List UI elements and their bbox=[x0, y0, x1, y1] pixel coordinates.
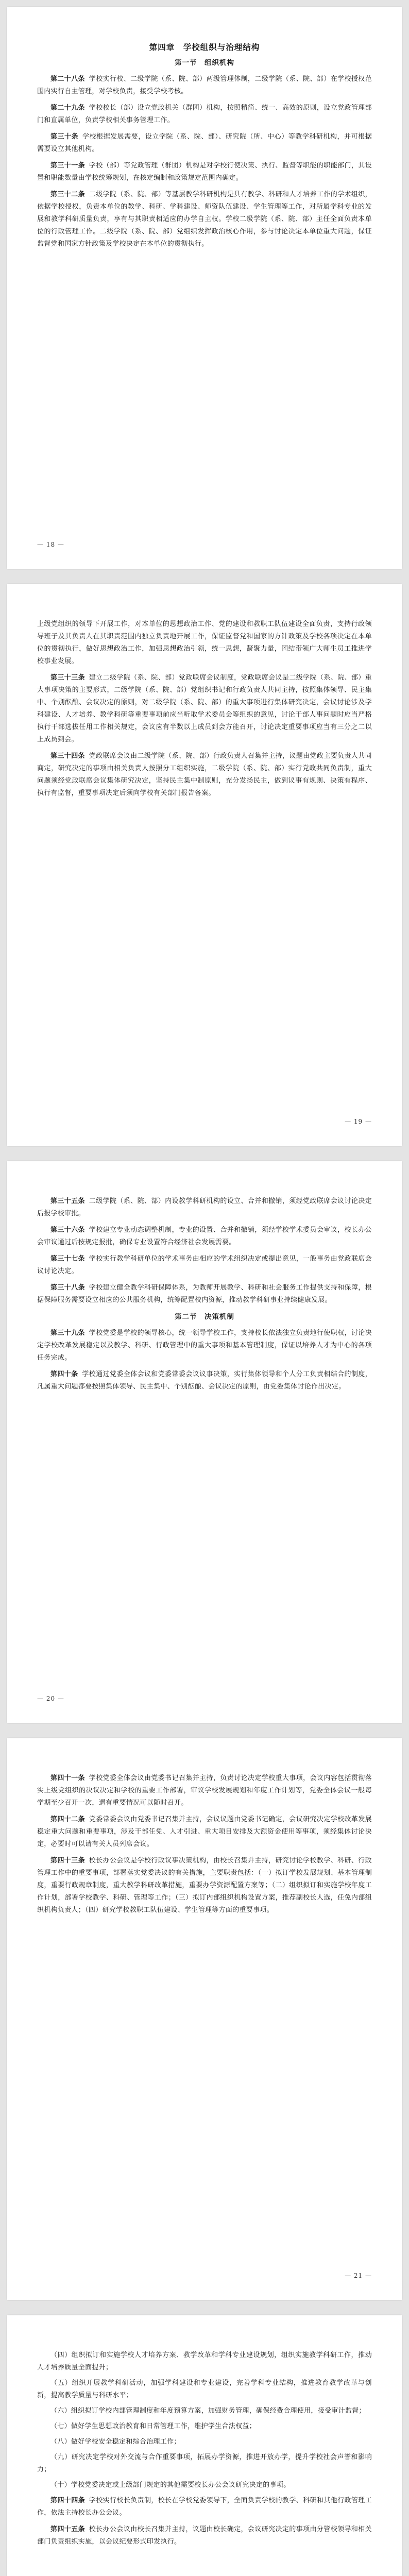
article-paragraph bbox=[37, 1195, 372, 1220]
page-number: — 21 — bbox=[345, 2272, 372, 2279]
list-item: （六）组织拟订学校内部管理制度和年度预算方案，加强财务管理，确保经费合理使用，接受审计监督； bbox=[50, 2407, 366, 2415]
article-paragraph bbox=[37, 1368, 372, 1393]
page-number: — 19 — bbox=[345, 1118, 372, 1125]
article-number: 第三十四条 bbox=[50, 752, 85, 760]
article-paragraph bbox=[37, 1814, 372, 1851]
article-paragraph bbox=[37, 672, 372, 746]
article-text: 学校实行校、二级学院（系、院、部）两级管理体制，二级学院（系、院、部）在学校授权范围内实行自主管理，对学校负责，接受学校考核。 bbox=[37, 75, 372, 95]
article-text: 学校实行校长负责制，校长在学校党委领导下，全面负责学校的教学、科研和其他行政管理工作，依法主持校长办公会议。 bbox=[37, 2497, 372, 2517]
article-paragraph bbox=[37, 73, 372, 98]
article-paragraph bbox=[37, 2495, 372, 2519]
article-number: 第二十八条 bbox=[50, 75, 85, 83]
article-paragraph bbox=[37, 1282, 372, 1307]
article-number: 第三十三条 bbox=[50, 674, 85, 682]
page-sheet bbox=[7, 584, 402, 1146]
article-text: 校长办公会议是学校行政议事决策机构，由校长召集并主持，研究讨论学校教学、科研、行政管理工作中的重要事项，部署落实党委决议的有关措施，主要职责包括：（一）拟订学校发展规划、基本管理制度，重要行政规章制度，重大教学科研改革措施，重要办学资源配置方案等；（二）组织拟订和实施学校年度工作计划，部署学校教学、科研、管理等工作；（三）拟订内部组织机构设置方案，推荐副校长人选，任免内部组织机构负责人；（四）研究学校教职工队伍建设、学生管理等方面的重要事项。 bbox=[37, 1857, 372, 1914]
article-text: 学校党委全体会议由党委书记召集并主持，负责讨论决定学校重大事项，会议内容包括贯彻落实上级党组织的决议决定和学校的重要工作部署，审议学校发展规划和年度工作计划等，党委全体会议一般每学期至少召开一次，遇有重要情况可以随时召开。 bbox=[37, 1774, 372, 1807]
article-number: 第四十二条 bbox=[50, 1816, 85, 1823]
article-paragraph bbox=[37, 1253, 372, 1278]
article-text: 学校（部）等党政管理（群团）机构是对学校行使决策、执行、监督等职能的职能部门，其设置和职能数量由学校统筹规划，在核定编制和政策规定范围内确定。 bbox=[37, 162, 372, 182]
list-item: （十）学校党委决定或上级部门规定的其他需要校长办公会议研究决定的事项。 bbox=[50, 2481, 291, 2489]
article-text: 校长办公会议由校长召集并主持，议题由校长确定，会议研究决定的事项由分管校领导和相关部门负责组织实施，以会议纪要形式印发执行。 bbox=[37, 2526, 372, 2546]
article-paragraph bbox=[37, 131, 372, 156]
article-number: 第三十九条 bbox=[50, 1329, 85, 1337]
article-number: 第三十一条 bbox=[50, 162, 85, 170]
section-title: 第二节 决策机制 bbox=[175, 1313, 234, 1321]
page-number: — 18 — bbox=[37, 541, 64, 548]
article-text: 建立二级学院（系、院、部）党政联席会议制度，党政联席会议是二级学院（系、院、部）重大事项决策的主要形式，二级学院（系、院、部）党组织书记和行政负责人共同主持，按照集体领导、民主集中、个别酝酿、会议决定的原则，对二级学院（系、院、部）的重大事项进行集体研究决定，会议讨论涉及学科建设、人才培养、教学科研等重要事项前应当听取学术委员会等组织的意见，讨论干部人事问题时应当严格执行干部选拔任用工作相关规定，会议应有半数以上成员到会方能召开，讨论决定重要事项应当有三分之二以上成员到会。 bbox=[37, 674, 372, 743]
section-title: 第一节 组织机构 bbox=[175, 59, 234, 67]
list-item: （七）做好学生思想政治教育和日常管理工作，维护学生合法权益； bbox=[50, 2422, 257, 2430]
page-sheet bbox=[7, 1161, 402, 1723]
article-text: 学校校长（部）设立党政机关（群团）机构，按照精简、统一、高效的原则，设立党政管理部门和直属单位，负责学校相关事务管理工作。 bbox=[37, 104, 372, 124]
article-number: 第三十八条 bbox=[50, 1284, 85, 1292]
article-text: 学校建立专业动态调整机制，专业的设置、合并和撤销，须经学校学术委员会审议，校长办公会审议通过后按规定报批，确保专业设置符合经济社会发展需要。 bbox=[37, 1226, 372, 1246]
article-number: 第四十三条 bbox=[50, 1857, 85, 1865]
article-text: 党政联席会议由二级学院（系、院、部）行政负责人召集并主持，议题由党政主要负责人共同商定，研究决定的事项由相关负责人按照分工组织实施，二级学院（系、院、部）实行党政共同负责制，重大问题须经党政联席会议集体研究决定，坚持民主集中制原则，充分发扬民主，做到议事有规则、决策有程序、执行有监督，重要事项决定后须向学校有关部门报告备案。 bbox=[37, 752, 372, 797]
article-paragraph bbox=[37, 2523, 372, 2548]
article-paragraph bbox=[37, 750, 372, 800]
page-sheet bbox=[7, 7, 402, 569]
article-paragraph bbox=[37, 1327, 372, 1364]
article-paragraph bbox=[37, 1224, 372, 1249]
continued-paragraph: 上级党组织的领导下开展工作，对本单位的思想政治工作、党的建设和教职工队伍建设全面负责，支持行政领导班子及其负责人在其职责范围内独立负责地开展工作，保证监督党和国家的方针政策及学校各项决定在本单位的贯彻执行，做好思想政治工作，加强思想政治引领，统一思想，凝聚力量，团结带领广大师生员工推进学校事业发展。 bbox=[37, 620, 372, 665]
chapter-title: 第四章 学校组织与治理结构 bbox=[149, 42, 260, 52]
article-number: 第三十六条 bbox=[50, 1226, 85, 1234]
article-paragraph bbox=[37, 1772, 372, 1809]
article-number: 第三十五条 bbox=[50, 1197, 85, 1205]
list-item: （五）组织开展教学科研活动，加强学科建设和专业建设，完善学科专业结构，推进教育教学改革与创新，提高教学质量与科研水平； bbox=[37, 2379, 372, 2399]
article-text: 党委常委会议由党委书记召集并主持，会议议题由党委书记确定，会议研究决定学校改革发展稳定重大问题和重要事项，涉及干部任免、人才引进、重大项目安排及大额资金使用等事项，须经集体讨论决定，必要时可以请有关人员列席会议。 bbox=[37, 1816, 372, 1848]
article-text: 学校实行教学科研单位的学术事务由相应的学术组织决定或提出意见，一般事务由党政联席会议讨论决定。 bbox=[37, 1255, 372, 1275]
article-text: 学校建立健全教学科研保障体系，为教师开展教学、科研和社会服务工作提供支持和保障，根据保障服务需要设立相应的公共服务机构，统筹配置校内资源，推动教学科研事业持续健康发展。 bbox=[37, 1284, 372, 1304]
list-item: （八）做好学校安全稳定和综合治理工作； bbox=[50, 2438, 181, 2446]
article-paragraph bbox=[37, 102, 372, 127]
page-number: — 20 — bbox=[37, 1695, 64, 1702]
article-paragraph bbox=[37, 160, 372, 184]
article-number: 第三十二条 bbox=[50, 191, 85, 198]
article-number: 第二十九条 bbox=[50, 104, 85, 112]
article-paragraph bbox=[37, 189, 372, 250]
article-paragraph bbox=[37, 1855, 372, 1917]
article-number: 第四十五条 bbox=[50, 2526, 85, 2533]
article-text: 学校根据发展需要，设立学院（系、院、部）、研究院（所、中心）等教学科研机构，并可根据需要设立其他机构。 bbox=[37, 133, 372, 153]
page-sheet bbox=[7, 1738, 402, 2300]
list-item: （九）研究决定学校对外交流与合作重要事项，拓展办学资源，推进开放办学，提升学校社会声誉和影响力； bbox=[37, 2453, 372, 2473]
article-number: 第三十条 bbox=[50, 133, 79, 141]
page-sheet bbox=[7, 2315, 402, 2576]
article-number: 第四十一条 bbox=[50, 1774, 85, 1782]
article-text: 二级学院（系、院、部）等基层教学科研机构是具有教学、科研和人才培养工作的学术组织，依据学校授权，负责本单位的教学、科研、学科建设、师资队伍建设、学生管理等工作，对所属学科专业的发展和教学科研质量负责，享有与其职责相适应的办学自主权。学校二级学院（系、院、部）主任全面负责本单位的行政管理工作。二级学院（系、院、部）党组织发挥政治核心作用，参与讨论决定本单位重大问题，保证监督党和国家方针政策及学校决定在本单位的贯彻执行。 bbox=[37, 191, 372, 248]
article-number: 第四十条 bbox=[50, 1370, 78, 1378]
article-number: 第四十四条 bbox=[50, 2497, 85, 2504]
article-number: 第三十七条 bbox=[50, 1255, 85, 1263]
article-text: 学校通过党委全体会议和党委常委会议议事决策，实行集体领导和个人分工负责相结合的制度，凡属重大问题都要按照集体领导、民主集中、个别酝酿、会议决定的原则，由党委集体讨论作出决定。 bbox=[37, 1370, 372, 1391]
article-text: 学校党委是学校的领导核心，统一领导学校工作，支持校长依法独立负责地行使职权，讨论决定学校改革发展稳定以及教学、科研、行政管理中的重大事项和基本管理制度，保证以培养人才为中心的各项任务完成。 bbox=[37, 1329, 372, 1362]
list-item: （四）组织拟订和实施学校人才培养方案、教学改革和学科专业建设规划，组织实施教学科研工作，推动人才培养质量全面提升； bbox=[37, 2351, 372, 2371]
article-text: 二级学院（系、院、部）内设教学科研机构的设立、合并和撤销，须经党政联席会议讨论决定后报学校审批。 bbox=[37, 1197, 372, 1217]
